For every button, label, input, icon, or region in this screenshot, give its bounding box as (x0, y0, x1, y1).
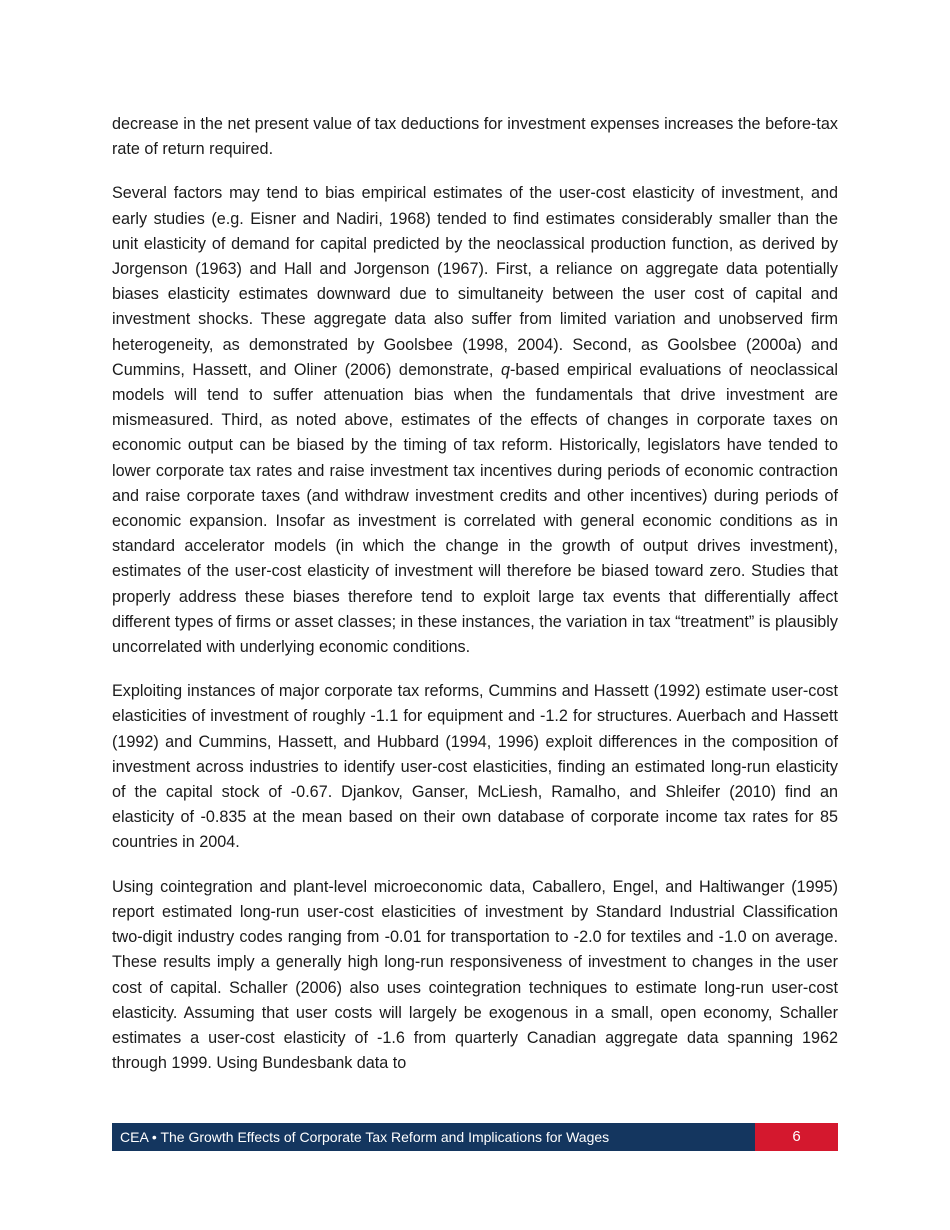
page-number: 6 (755, 1123, 838, 1151)
body-text (112, 112, 838, 1095)
footer-title: CEA • The Growth Effects of Corporate Tax Reform and Implications for Wages (112, 1123, 755, 1151)
q-symbol: q (500, 360, 510, 379)
paragraph-4: Using cointegration and plant-level microeconomic data, Caballero, Engel, and Haltiwanger (1995) report estimated long-run user-cost elasticities of investment by Standard Industrial Classification two-digit industry codes ranging from -0.01 for transportation to -2.0 for textiles and -1.0 on average. These results imply a generally high long-run responsiveness of investment to changes in the user cost of capital. Schaller (2006) also uses cointegration techniques to estimate long-run user-cost elasticity. Assuming that user costs will largely be exogenous in a small, open economy, Schaller estimates a user-cost elasticity of -1.6 from quarterly Canadian aggregate data spanning 1962 through 1999. Using Bundesbank data to (112, 877, 838, 1073)
page-footer (112, 1123, 838, 1151)
paragraph-2 (112, 181, 838, 660)
paragraph-3: Exploiting instances of major corporate tax reforms, Cummins and Hassett (1992) estimate user-cost elasticities of investment of roughly -1.1 for equipment and -1.2 for structures. Auerbach and Hassett (1992) and Cummins, Hassett, and Hubbard (1994, 1996) exploit differences in the composition of investment across industries to identify user-cost elasticities, finding an estimated long-run elasticity of the capital stock of -0.67. Djankov, Ganser, McLiesh, Ramalho, and Shleifer (2010) find an elasticity of -0.835 at the mean based on their own database of corporate income tax rates for 85 countries in 2004. (112, 682, 838, 852)
paragraph-1: decrease in the net present value of tax deductions for investment expenses increases the before-tax rate of return required. (112, 115, 838, 159)
paragraph-2-part-1: Several factors may tend to bias empirical estimates of the user-cost elasticity of investment, and early studies (e.g. Eisner and Nadiri, 1968) tended to find estimates considerably smaller than the unit elasticity of demand for capital predicted by the neoclassical production function, as derived by Jorgenson (1963) and Hall and Jorgenson (1967). First, a reliance on aggregate data potentially biases elasticity estimates downward due to simultaneity between the user cost of capital and investment shocks. These aggregate data also suffer from limited variation and unobserved firm heterogeneity, as demonstrated by Goolsbee (1998, 2004). Second, as Goolsbee (2000a) and Cummins, Hassett, and Oliner (2006) demonstrate, (112, 184, 838, 379)
paragraph-2-part-2: -based empirical evaluations of neoclassical models will tend to suffer attenuation bias when the fundamentals that drive investment are mismeasured. Third, as noted above, estimates of the effects of changes in corporate taxes on economic output can be biased by the timing of tax reform. Historically, legislators have tended to lower corporate tax rates and raise investment tax incentives during periods of economic contraction and raise corporate taxes (and withdraw investment credits and other incentives) during periods of economic expansion. Insofar as investment is correlated with general economic conditions as in standard accelerator models (in which the change in the growth of output drives investment), estimates of the user-cost elasticity of investment will therefore be biased toward zero. Studies that properly address these biases therefore tend to exploit large tax events that differentially affect different types of firms or asset classes; in these instances, the variation in tax “treatment” is plausibly uncorrelated with underlying economic conditions. (112, 360, 839, 657)
